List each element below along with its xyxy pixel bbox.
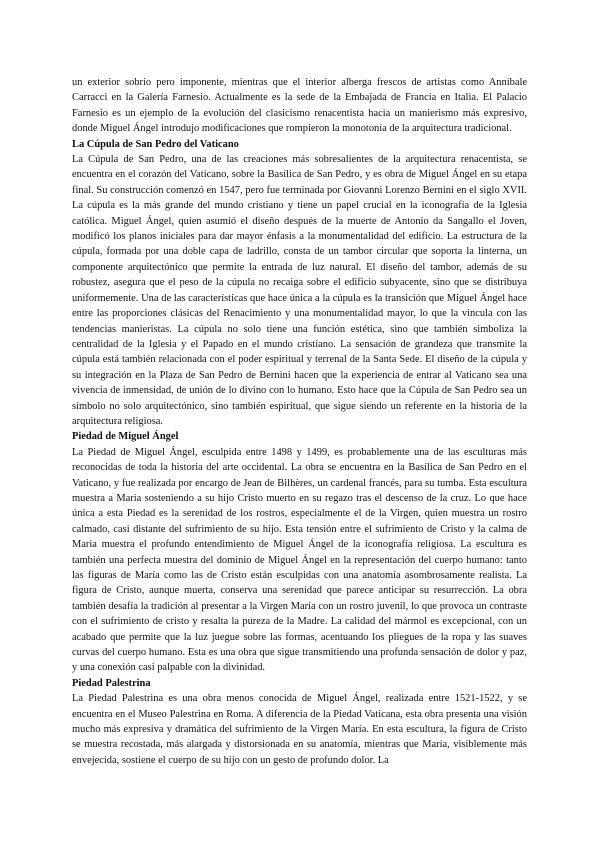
section-heading-cupula: La Cúpula de San Pedro del Vaticano xyxy=(72,138,239,150)
section-heading-piedad: Piedad de Miguel Ángel xyxy=(72,431,179,443)
document-page xyxy=(72,75,527,768)
section-body-piedad: La Piedad de Miguel Ángel, esculpida entre 1498 y 1499, es probablemente una de las esculturas más reconocidas de toda la historia del arte occidental. La obra se encuentra en la Basílica de San Pedro en el Vaticano, y fue realizada por encargo de Jean de Bilhères, un cardenal francés, para su tumba. Esta escultura muestra a María sosteniendo a su hijo Cristo muerto en su regazo tras el descenso de la cruz. Lo que hace única a esta Piedad es la serenidad de los rostros, especialmente el de la Virgen, quien muestra un rostro calmado, casi distante del sufrimiento de su hijo. Esta tensión entre el sufrimiento de Cristo y la calma de María muestra el profundo entendimiento de Miguel Ángel de la iconografía religiosa. La escultura es también una perfecta muestra del dominio de Miguel Ángel en la representación del cuerpo humano: tanto las figuras de María como las de Cristo están esculpidas con una anatomía asombrosamente realista. La figura de Cristo, aunque muerta, conserva una serenidad que parece anticipar su resurrección. La obra también desafía la tradición al presentar a la Virgen María con un rostro juvenil, lo que provoca un contraste con el sufrimiento de cristo y resalta la pureza de la Madre. La calidad del mármol es excepcional, con un acabado que permite que la luz juegue sobre las formas, acentuando los pliegues de la ropa y las suaves curvas del cuerpo humano. Esta es una obra que sigue transmitiendo una profunda sensación de dolor y paz, y una conexión casi palpable con la divinidad. xyxy=(72,446,527,674)
intro-paragraph: un exterior sobrio pero imponente, mientras que el interior alberga frescos de artistas como Annibale Carracci en la Galería Farnesio. Actualmente es la sede de la Embajada de Francia en Italia. El Palacio Farnesio es un ejemplo de la evolución del clasicismo renacentista hacia un manierismo más expresivo, donde Miguel Ángel introdujo modificaciones que rompieron la monotonía de la arquitectura tradicional. xyxy=(72,77,527,135)
section-heading-piedad-palestrina: Piedad Palestrina xyxy=(72,677,151,689)
section-body-piedad-palestrina: La Piedad Palestrina es una obra menos conocida de Miguel Ángel, realizada entre 1521-1522, y se encuentra en el Museo Palestrina en Roma. A diferencia de la Piedad Vaticana, esta obra presenta una visión mucho más expresiva y dramática del sufrimiento de la Virgen María. En esta escultura, la figura de Cristo se muestra recostada, más alargada y distorsionada en su anatomía, mientras que María, visiblemente más envejecida, sostiene el cuerpo de su hijo con un gesto de profundo dolor. La xyxy=(72,693,527,766)
section-body-cupula: La Cúpula de San Pedro, una de las creaciones más sobresalientes de la arquitectura renacentista, se encuentra en el corazón del Vaticano, sobre la Basílica de San Pedro, y es obra de Miguel Ángel en su etapa final. Su construcción comenzó en 1547, pero fue terminada por Giovanni Lorenzo Bernini en el siglo XVII. La cúpula es la más grande del mundo cristiano y tiene un papel crucial en la iconografía de la Iglesia católica. Miguel Ángel, quien asumió el diseño después de la muerte de Antonio da Sangallo el Joven, modificó los planos iniciales para dar mayor énfasis a la monumentalidad del edificio. La estructura de la cúpula, formada por una doble capa de ladrillo, consta de un tambor circular que soporta la linterna, un componente arquitectónico que permite la entrada de luz natural. El diseño del tambor, además de su robustez, asegura que el peso de la cúpula no recaiga sobre el edificio subyacente, sino que se distribuya uniformemente. Una de las características que hace única a la cúpula es la transición que Miguel Ángel hace entre las proporciones clásicas del Renacimiento y una monumentalidad mayor, lo que la vincula con las tendencias manieristas. La cúpula no solo tiene una función estética, sino que también simboliza la centralidad de la Iglesia y el Papado en el mundo cristiano. La sensación de grandeza que transmite la cúpula está también relacionada con el poder espiritual y terrenal de la Santa Sede. El diseño de la cúpula y su integración en la Plaza de San Pedro de Bernini hacen que la experiencia de entrar al Vaticano sea una vivencia de inmensidad, de unión de lo divino con lo humano. Esto hace que la Cúpula de San Pedro sea un símbolo no solo arquitectónico, sino también espiritual, que sigue siendo un referente en la historia de la arquitectura religiosa. xyxy=(72,154,527,427)
